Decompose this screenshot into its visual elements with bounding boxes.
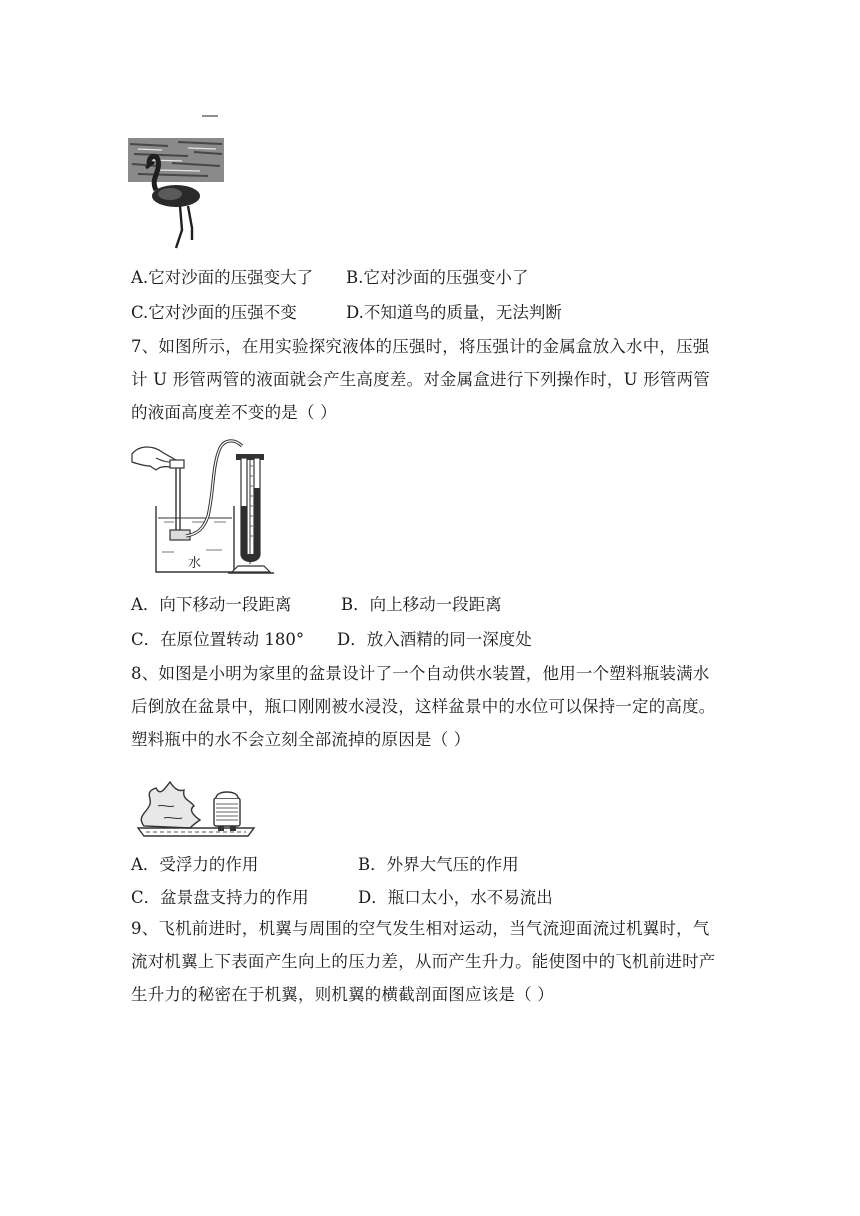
q8-option-c: C．盆景盘支持力的作用 [131,888,309,907]
q6-option-b: B.它对沙面的压强变小了 [346,268,529,287]
q6-option-d: D.不知道鸟的质量，无法判断 [346,303,562,322]
pressure-gauge-figure [130,436,278,578]
q7-option-d: D．放入酒精的同一深度处 [337,630,532,649]
q8-stem-line-2: 后倒放在盆景中，瓶口刚刚被水浸没，这样盆景中的水位可以保持一定的高度。 [131,697,716,716]
q9-stem-line-1: 9、飞机前进时，机翼与周围的空气发生相对运动，当气流迎面流过机翼时，气 [131,919,710,938]
q7-stem-line-1: 7、如图所示，在用实验探究液体的压强时，将压强计的金属盒放入水中，压强 [131,337,710,356]
q9-stem-line-2: 流对机翼上下表面产生向上的压力差，从而产生升力。能使图中的飞机前进时产 [131,952,716,971]
q7-option-a: A．向下移动一段距离 [131,595,292,614]
q7-stem-line-2: 计 U 形管两管的液面就会产生高度差。对金属盒进行下列操作时，U 形管两管 [131,370,710,389]
q7-option-b: B．向上移动一段距离 [341,595,502,614]
q6-option-a: A.它对沙面的压强变大了 [131,268,314,287]
q8-option-d: D．瓶口太小，水不易流出 [358,888,553,907]
q9-stem-line-3: 生升力的秘密在于机翼，则机翼的横截剖面图应该是（ ） [131,985,554,1004]
q6-option-c: C.它对沙面的压强不变 [131,303,297,322]
q8-stem-line-3: 塑料瓶中的水不会立刻全部流掉的原因是（ ） [131,730,471,749]
water-label: 水 [188,556,202,571]
bonsai-bottle-figure [134,776,258,838]
q8-option-a: A．受浮力的作用 [131,855,259,874]
flamingo-figure [128,108,226,250]
q8-option-b: B．外界大气压的作用 [358,855,519,874]
q8-stem-line-1: 8、如图是小明为家里的盆景设计了一个自动供水装置，他用一个塑料瓶装满水 [131,664,710,683]
q7-stem-line-3: 的液面高度差不变的是（ ） [131,403,337,422]
q7-option-c: C．在原位置转动 180° [131,630,305,649]
